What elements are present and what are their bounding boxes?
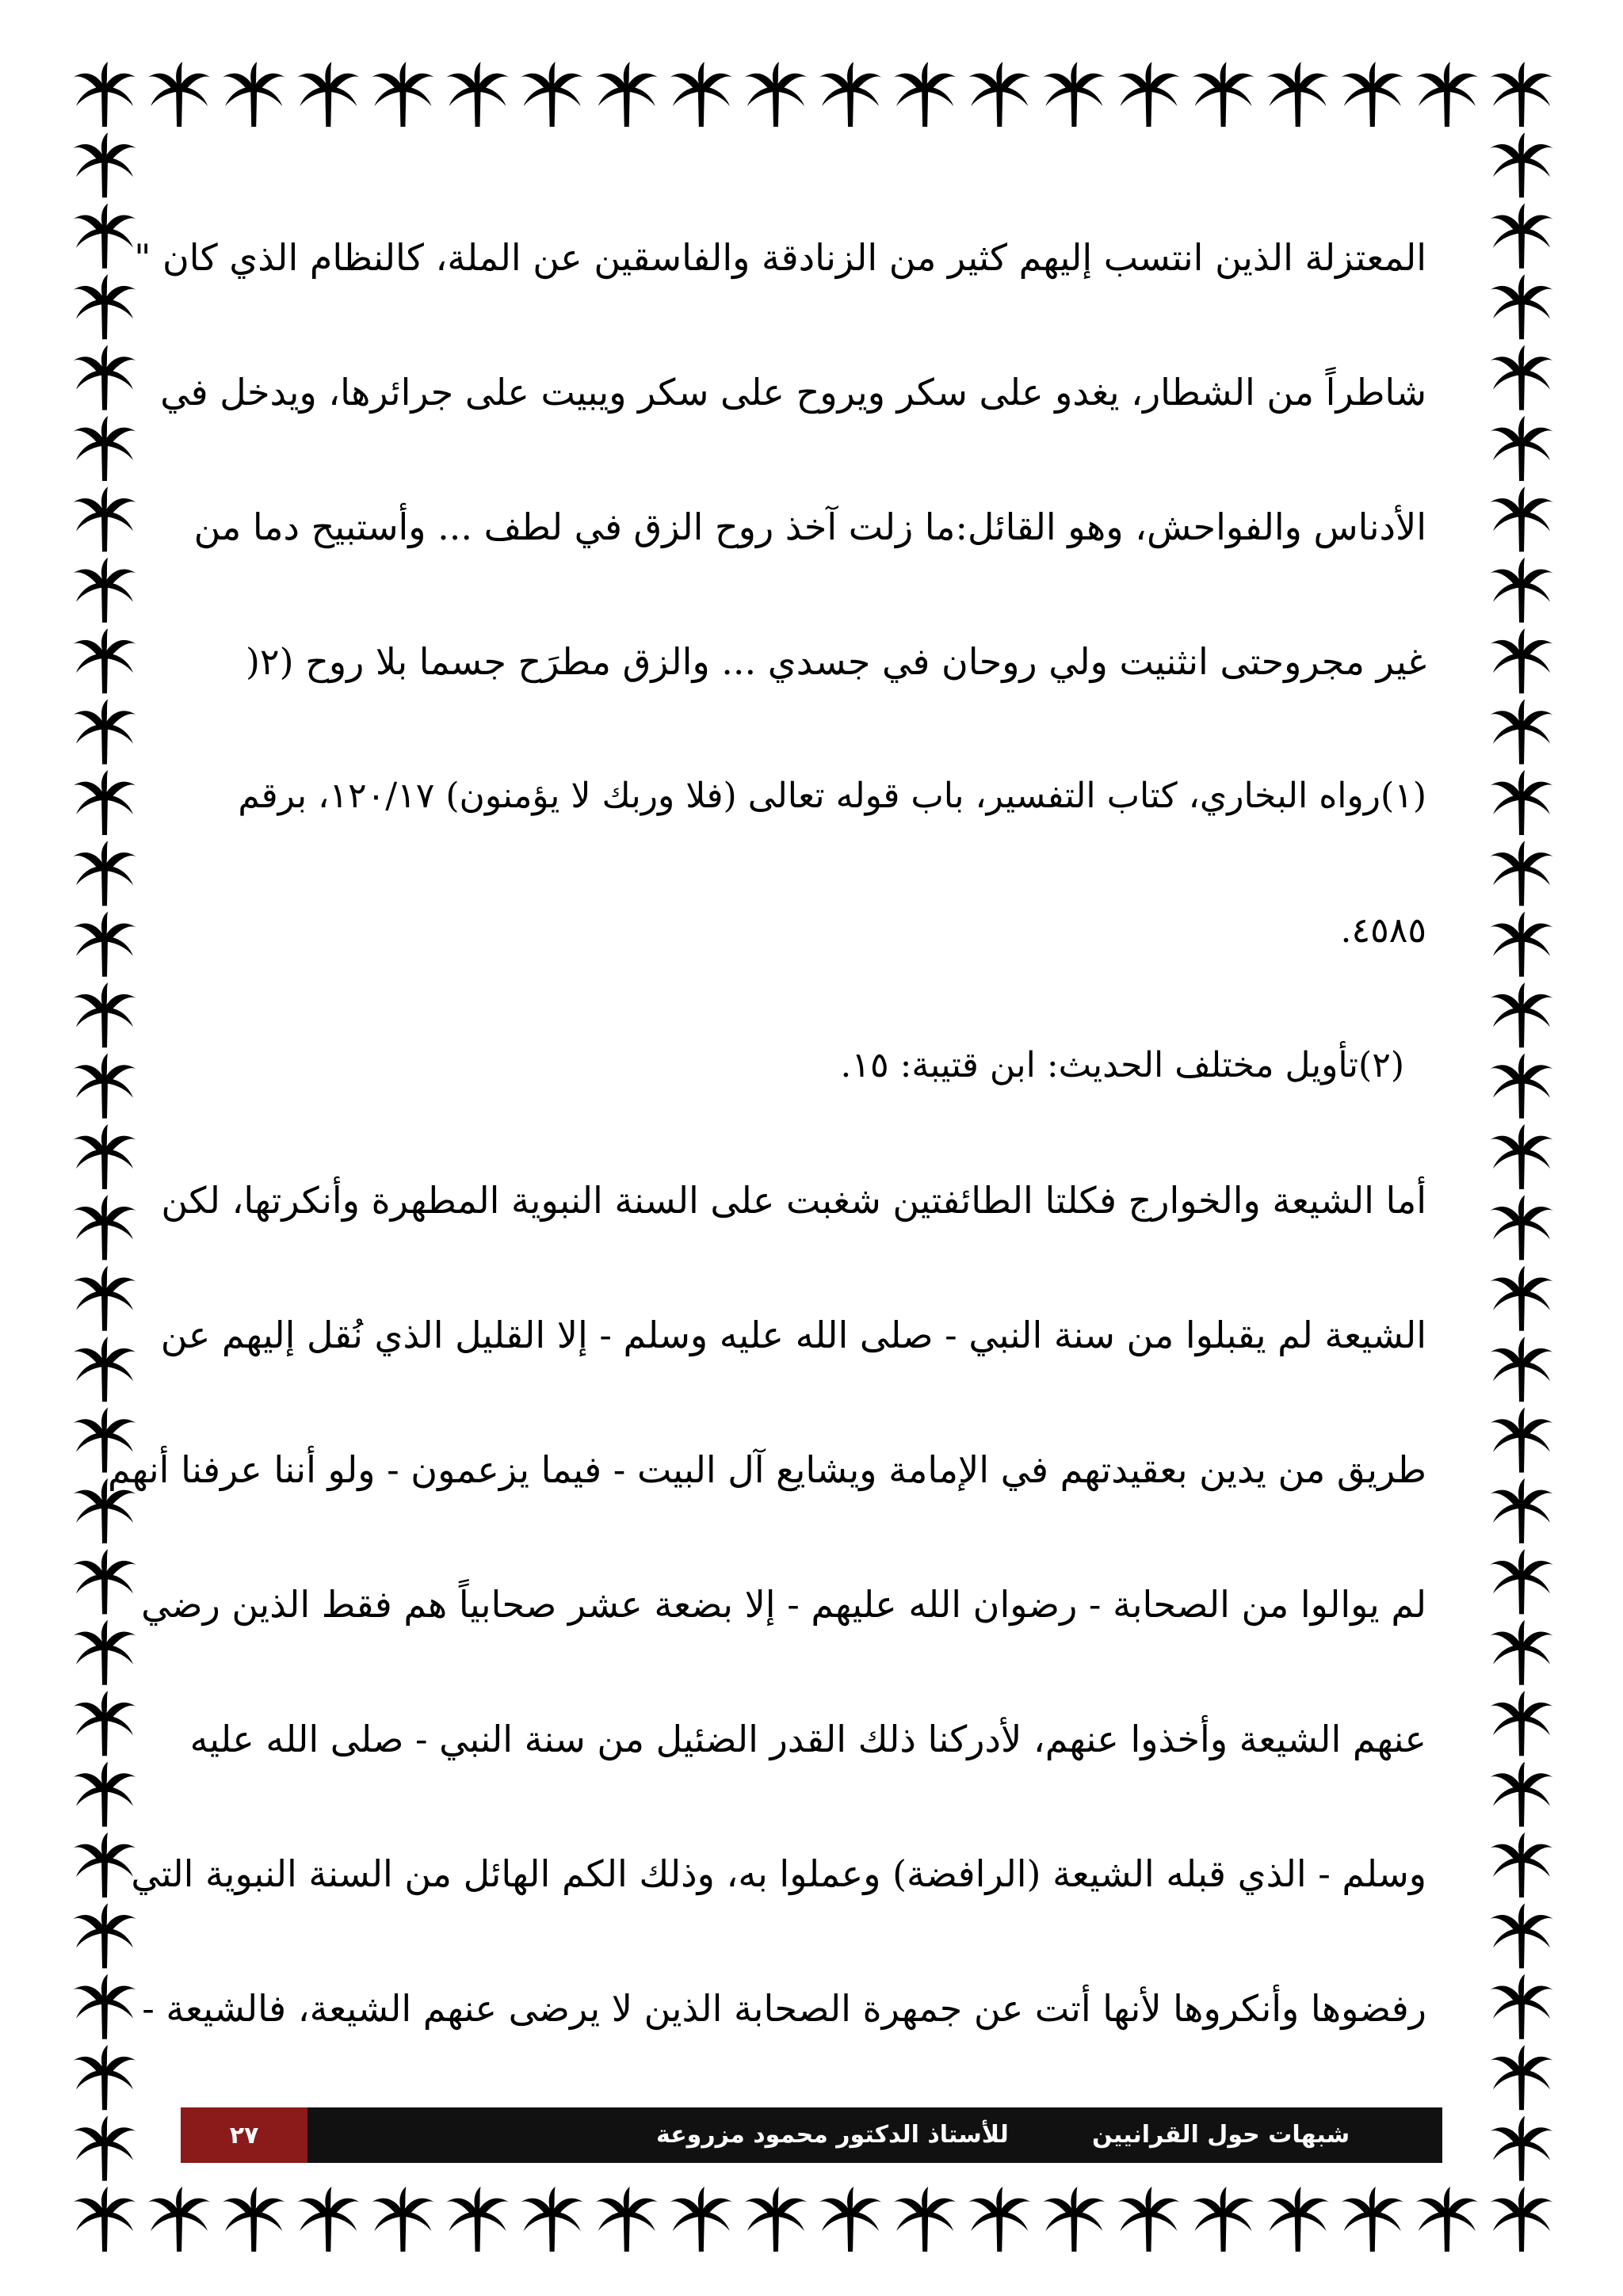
palm-tree-icon — [73, 700, 136, 765]
palm-tree-icon — [1117, 62, 1180, 127]
palm-tree-icon — [1490, 486, 1553, 551]
palm-tree-icon — [73, 1833, 136, 1897]
palm-tree-icon — [446, 62, 510, 127]
palm-tree-icon — [147, 62, 211, 127]
palm-tree-icon — [73, 274, 136, 339]
footer-author: للأستاذ الدكتور محمود مزروعة — [656, 2121, 1009, 2149]
body-line: الشيعة لم يقبلوا من سنة النبي - صلى الله عليه وسلم - إلا القليل الذي نُقل إليهم عن — [160, 1314, 1426, 1356]
palm-tree-icon — [73, 841, 136, 906]
body-line: رفضوها وأنكروها لأنها أتت عن جمهرة الصحابة الذين لا يرضى عنهم الشيعة، فالشيعة - — [142, 1987, 1426, 2030]
palm-tree-icon — [1490, 62, 1553, 127]
palm-tree-icon — [73, 1195, 136, 1260]
palm-tree-icon — [73, 912, 136, 977]
palm-tree-icon — [1341, 2187, 1404, 2252]
palm-tree-icon — [1490, 628, 1553, 693]
body-line: عنهم الشيعة وأخذوا عنهم، لأدركنا ذلك القدر الضئيل من سنة النبي - صلى الله عليه — [189, 1718, 1426, 1760]
palm-tree-icon — [73, 2187, 136, 2252]
palm-tree-icon — [744, 62, 808, 127]
palm-tree-icon — [73, 416, 136, 481]
palm-tree-icon — [1490, 1620, 1553, 1685]
palm-tree-icon — [73, 1124, 136, 1189]
palm-tree-icon — [1341, 62, 1404, 127]
palm-tree-icon — [1490, 841, 1553, 906]
body-line: طريق من يدين بعقيدتهم في الإمامة ويشايع آل البيت - فيما يزعمون - ولو أننا عرفنا أنهم — [108, 1448, 1426, 1491]
palm-tree-icon — [73, 1903, 136, 1968]
palm-tree-icon — [73, 628, 136, 693]
body-line: المعتزلة الذين انتسب إليهم كثير من الزنادقة والفاسقين عن الملة، كالنظام الذي كان " — [134, 236, 1426, 279]
palm-tree-icon — [1266, 2187, 1330, 2252]
palm-tree-icon — [73, 2116, 136, 2181]
page-text — [108, 190, 1426, 2076]
footnote-1: (١)رواه البخاري، كتاب التفسير، باب قوله تعالى (فلا وربك لا يؤمنون) ١٢٠/١٧، برقم — [238, 776, 1426, 816]
palm-tree-icon — [1117, 2187, 1180, 2252]
palm-tree-icon — [1490, 1833, 1553, 1897]
palm-tree-icon — [371, 62, 434, 127]
palm-tree-icon — [1490, 1054, 1553, 1119]
palm-tree-icon — [595, 62, 659, 127]
palm-tree-icon — [73, 1762, 136, 1827]
palm-tree-icon — [73, 982, 136, 1047]
palm-tree-icon — [73, 486, 136, 551]
palm-tree-icon — [446, 2187, 510, 2252]
palm-tree-icon — [147, 2187, 211, 2252]
body-line: لم يوالوا من الصحابة - رضوان الله عليهم - إلا بضعة عشر صحابياً هم فقط الذين رضي — [141, 1583, 1426, 1626]
palm-tree-icon — [1490, 1124, 1553, 1189]
palm-tree-icon — [1490, 1266, 1553, 1331]
body-line: غير مجروحتى انثنيت ولي روحان في جسدي ... والزق مطرَح جسما بلا روح (٢( — [245, 640, 1426, 683]
body-line: الأدناس والفواحش، وهو القائل:ما زلت آخذ روح الزق في لطف ... وأستبيح دما من — [193, 505, 1426, 548]
palm-tree-icon — [1490, 1478, 1553, 1543]
palm-tree-icon — [819, 62, 882, 127]
palm-tree-icon — [222, 2187, 285, 2252]
palm-tree-icon — [1490, 416, 1553, 481]
footnote-2: (٢)تأويل مختلف الحديث: ابن قتيبة: ١٥. — [840, 1045, 1404, 1085]
palm-tree-icon — [1490, 1974, 1553, 2039]
palm-tree-icon — [73, 204, 136, 269]
palm-tree-icon — [1490, 558, 1553, 623]
palm-tree-icon — [521, 2187, 584, 2252]
palm-tree-icon — [73, 558, 136, 623]
palm-tree-icon — [1490, 2187, 1553, 2252]
palm-tree-icon — [670, 62, 733, 127]
body-line: أما الشيعة والخوارج فكلتا الطائفتين شغبت على السنة النبوية المطهرة وأنكرتها، لكن — [161, 1179, 1426, 1222]
body-line: وسلم - الذي قبله الشيعة (الرافضة) وعملوا به، وذلك الكم الهائل من السنة النبوية التي — [131, 1852, 1426, 1895]
palm-tree-icon — [1192, 62, 1255, 127]
palm-tree-icon — [1042, 62, 1106, 127]
palm-tree-icon — [73, 770, 136, 835]
footer-book-title: شبهات حول القرانيين — [1092, 2121, 1350, 2149]
footnote-1-cont: ٤٥٨٥. — [1340, 910, 1426, 951]
palm-tree-icon — [1192, 2187, 1255, 2252]
palm-tree-icon — [968, 62, 1031, 127]
palm-tree-icon — [73, 1691, 136, 1756]
palm-tree-icon — [1490, 274, 1553, 339]
palm-tree-icon — [73, 1337, 136, 1402]
palm-tree-icon — [73, 1549, 136, 1614]
palm-tree-icon — [1490, 204, 1553, 269]
palm-tree-icon — [1490, 1903, 1553, 1968]
palm-tree-icon — [1490, 2045, 1553, 2110]
palm-tree-icon — [73, 1974, 136, 2039]
palm-tree-icon — [893, 2187, 957, 2252]
palm-tree-icon — [73, 62, 136, 127]
palm-tree-icon — [73, 1266, 136, 1331]
palm-tree-icon — [595, 2187, 659, 2252]
palm-tree-icon — [1490, 982, 1553, 1047]
body-line: شاطراً من الشطار، يغدو على سكر ويروح على سكر ويبيت على جرائرها، ويدخل في — [160, 371, 1426, 414]
palm-tree-icon — [1490, 1195, 1553, 1260]
palm-tree-icon — [73, 1620, 136, 1685]
palm-tree-icon — [1266, 62, 1330, 127]
palm-tree-icon — [1490, 132, 1553, 197]
palm-tree-icon — [371, 2187, 434, 2252]
palm-tree-icon — [222, 62, 285, 127]
palm-tree-icon — [744, 2187, 808, 2252]
palm-tree-icon — [1490, 345, 1553, 410]
palm-tree-icon — [73, 132, 136, 197]
palm-tree-icon — [1490, 700, 1553, 765]
palm-tree-icon — [968, 2187, 1031, 2252]
palm-tree-icon — [73, 1054, 136, 1119]
palm-tree-icon — [521, 62, 584, 127]
palm-tree-icon — [73, 345, 136, 410]
palm-tree-icon — [296, 62, 360, 127]
palm-tree-icon — [1042, 2187, 1106, 2252]
palm-tree-icon — [1490, 1549, 1553, 1614]
palm-tree-icon — [1490, 2116, 1553, 2181]
palm-tree-icon — [1490, 1337, 1553, 1402]
palm-tree-icon — [1490, 1408, 1553, 1473]
page-number: ٢٧ — [181, 2107, 307, 2163]
palm-tree-icon — [893, 62, 957, 127]
palm-tree-icon — [819, 2187, 882, 2252]
palm-tree-icon — [1415, 62, 1479, 127]
palm-tree-icon — [73, 2045, 136, 2110]
palm-tree-icon — [296, 2187, 360, 2252]
palm-tree-icon — [1490, 912, 1553, 977]
palm-tree-icon — [1490, 1691, 1553, 1756]
palm-tree-icon — [670, 2187, 733, 2252]
page-footer — [181, 2107, 1442, 2163]
palm-tree-icon — [1490, 770, 1553, 835]
palm-tree-icon — [1490, 1762, 1553, 1827]
palm-tree-icon — [1415, 2187, 1479, 2252]
